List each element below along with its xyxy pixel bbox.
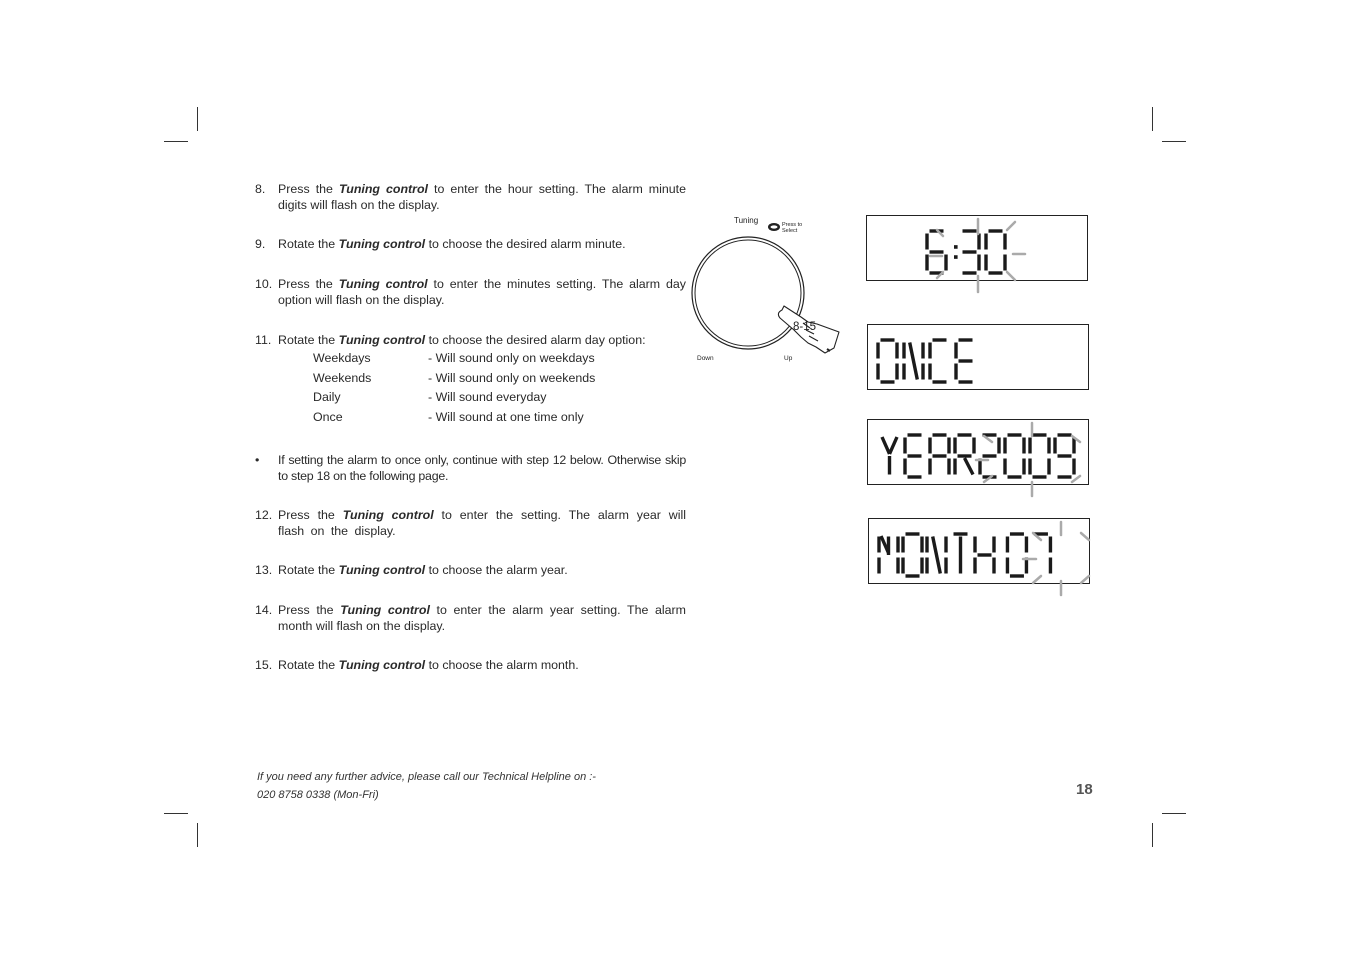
bullet: • — [255, 453, 260, 467]
step-11 — [255, 333, 686, 349]
lcd-display-year — [867, 419, 1089, 485]
helpline-footer — [257, 768, 596, 804]
step-text: Rotate the — [278, 237, 339, 251]
tuning-control-term: Tuning control — [338, 658, 426, 672]
select-label-line1: Press to — [782, 222, 803, 228]
crop-mark — [1152, 107, 1153, 131]
page-number: 18 — [1076, 781, 1093, 798]
dial-up-label: Up — [784, 355, 793, 362]
day-option — [255, 349, 663, 369]
crop-mark — [1162, 141, 1186, 142]
step-text: Press the — [278, 603, 341, 617]
step-number: 11. — [255, 333, 272, 347]
lcd-display-year-graphic — [868, 420, 1090, 486]
lcd-display-time-graphic — [867, 216, 1089, 282]
day-option — [255, 408, 663, 428]
dial-outer-ring — [692, 237, 804, 349]
helpline-text: If you need any further advice, please call our Technical Helpline on :- — [257, 771, 596, 783]
day-option-desc: - Will sound everyday — [428, 390, 547, 404]
step-text: Press the — [278, 182, 339, 196]
select-label-line2: Select — [782, 228, 798, 234]
step-8 — [255, 182, 686, 214]
step-14 — [255, 603, 686, 635]
lcd-display-time — [866, 215, 1088, 281]
day-option-desc: - Will sound at one time only — [428, 409, 584, 424]
lcd-display-day-option — [867, 324, 1089, 390]
helpline-number: 020 8758 0338 (Mon-Fri) — [257, 789, 379, 801]
step-text: to enter the hour setting. The alarm minute digits will flash on the display. — [278, 182, 686, 212]
step-reference-label: 8-15 — [793, 321, 817, 333]
step-number: 15. — [255, 658, 273, 672]
step-number: 10. — [255, 277, 273, 291]
day-option-name: Weekends — [313, 370, 372, 385]
crop-mark — [197, 823, 198, 847]
lcd-digits-year — [882, 435, 1074, 477]
dial-down-label: Down — [697, 355, 714, 362]
crop-mark — [164, 813, 188, 814]
step-15 — [255, 658, 686, 674]
step-text: If setting the alarm to once only, continue with step 12 below. Otherwise skip to step 18 on the following page. — [278, 453, 686, 483]
step-9 — [255, 237, 686, 253]
step-text: to enter the alarm year setting. The alarm month will flash on the display. — [278, 603, 686, 633]
tuning-control-term: Tuning control — [342, 508, 434, 522]
tuning-control-term: Tuning control — [338, 333, 426, 347]
step-text: Rotate the — [278, 658, 339, 672]
step-number: 8. — [255, 182, 266, 196]
day-option-name: Daily — [313, 390, 341, 404]
crop-mark — [197, 107, 198, 131]
step-text: to enter the setting. The alarm year will flash on the display. — [278, 508, 686, 538]
flash-burst-icon — [1023, 522, 1089, 595]
crop-mark — [1162, 813, 1186, 814]
note-once-only — [255, 453, 686, 485]
tuning-control-term: Tuning control — [338, 563, 426, 577]
tuning-control-term: Tuning control — [340, 603, 430, 617]
lcd-digits-day-option — [878, 340, 973, 382]
step-text: to enter the minutes setting. The alarm day option will flash on the display. — [278, 277, 686, 307]
step-number: 14. — [255, 603, 273, 617]
step-text: to choose the desired alarm day option: — [425, 333, 646, 347]
select-button-icon — [768, 223, 780, 231]
dial-label: Tuning — [734, 216, 759, 225]
day-option-name: Once — [313, 409, 343, 424]
tuning-control-term: Tuning control — [338, 277, 428, 291]
lcd-digits-time — [927, 231, 1005, 273]
day-option-desc: - Will sound only on weekends — [428, 370, 596, 385]
tuning-dial-graphic — [690, 210, 850, 370]
tuning-control-term: Tuning control — [338, 237, 426, 251]
day-options-list — [255, 349, 663, 427]
step-text: Rotate the — [278, 333, 339, 347]
step-text: to choose the alarm month. — [425, 658, 579, 672]
day-option-desc: - Will sound only on weekdays — [428, 351, 595, 365]
lcd-digits-month — [879, 534, 1050, 576]
tuning-dial-illustration — [690, 210, 850, 375]
crop-mark — [164, 141, 188, 142]
step-text: Press the — [278, 508, 343, 522]
crop-mark — [1152, 823, 1153, 847]
step-text: Rotate the — [278, 563, 339, 577]
step-12 — [255, 508, 686, 540]
lcd-display-month-graphic — [869, 519, 1091, 585]
step-number: 13. — [255, 563, 273, 577]
step-text: to choose the desired alarm minute. — [425, 237, 626, 251]
dial-inner-ring — [695, 240, 801, 346]
step-number: 9. — [255, 237, 266, 251]
day-option-name: Weekdays — [313, 351, 371, 365]
day-option — [255, 369, 663, 389]
tuning-control-term: Tuning control — [338, 182, 429, 196]
step-number: 12. — [255, 508, 273, 522]
step-text: to choose the alarm year. — [425, 563, 568, 577]
step-13 — [255, 563, 686, 579]
step-10 — [255, 277, 686, 309]
day-option — [255, 388, 663, 408]
lcd-display-month — [868, 518, 1090, 584]
step-text: Press the — [278, 277, 339, 291]
lcd-display-day-option-graphic — [868, 325, 1090, 391]
